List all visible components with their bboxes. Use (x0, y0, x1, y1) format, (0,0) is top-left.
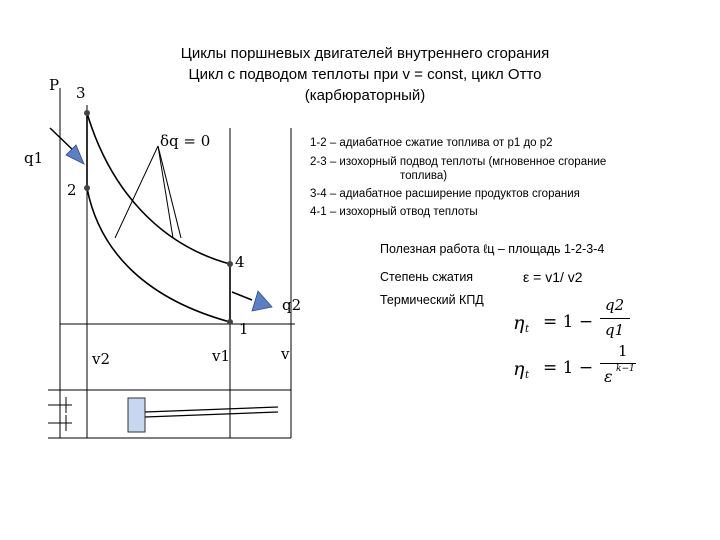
point-4-label: 4 (235, 253, 245, 271)
fraction-denominator: q1 (605, 321, 625, 339)
title-line-2: Цикл с подводом теплоты при v = const, цикл Отто (188, 66, 542, 83)
dq-pointer-left-b (158, 146, 173, 238)
point-3-dot (84, 110, 90, 116)
eta-subscript: t (525, 370, 530, 381)
useful-work-text: Полезная работа ℓц – площадь 1-2-3-4 (380, 242, 605, 256)
q1-arrow-shaft (50, 128, 75, 152)
dq-pointer-right (158, 146, 181, 238)
piston-rod-bottom (145, 412, 278, 417)
compression-formula: ε = v1/ v2 (523, 269, 583, 285)
process-1-2: 1-2 – адиабатное сжатие топлива от p1 до p2 (310, 137, 553, 149)
fraction-bar (600, 318, 630, 319)
q1-label: q1 (24, 149, 44, 167)
process-4-1: 4-1 – изохорный отвод теплоты (310, 206, 478, 218)
dq-label: δq = 0 (160, 132, 211, 150)
one-minus: = 1 − (543, 358, 594, 378)
q1-arrow-head (66, 145, 84, 164)
eta-subscript: t (525, 324, 530, 335)
point-2-dot (84, 185, 90, 191)
one-minus: = 1 − (543, 312, 594, 332)
fraction-denominator: ε (604, 367, 613, 386)
compression-curve-1-2 (87, 188, 230, 322)
fraction-numerator: q2 (605, 296, 625, 314)
axis-p-label: P (49, 76, 60, 94)
fraction-numerator: 1 (618, 342, 628, 360)
title-line-3: (карбюраторный) (304, 87, 426, 104)
eta-symbol: η (513, 358, 525, 380)
q2-arrow-shaft (232, 292, 252, 300)
compression-label: Степень сжатия (380, 270, 474, 284)
point-2-label: 2 (67, 181, 77, 199)
process-3-4: 3-4 – адиабатное расширение продуктов сгорания (310, 188, 580, 200)
title-line-1: Циклы поршневых двигателей внутреннего сгорания (180, 45, 550, 62)
axis-v-label: v (281, 345, 290, 363)
exponent: k−1 (616, 364, 635, 374)
v2-label: v2 (92, 350, 111, 368)
v1-label: v1 (212, 347, 231, 365)
dq-pointer-left-a (115, 146, 158, 238)
process-2-3: 2-3 – изохорный подвод теплоты (мгновенное сгорание (310, 156, 607, 168)
point-4-dot (227, 261, 233, 267)
point-1-label: 1 (239, 320, 249, 338)
point-3-label: 3 (76, 84, 86, 102)
eta-symbol: η (513, 312, 525, 334)
q2-label: q2 (282, 296, 302, 314)
piston-rod-top (145, 407, 278, 412)
q2-arrow-head (252, 291, 272, 311)
point-1-dot (227, 319, 233, 325)
efficiency-label: Термический КПД (380, 293, 484, 307)
piston (128, 398, 145, 432)
process-2-3-cont: топлива) (400, 170, 448, 182)
